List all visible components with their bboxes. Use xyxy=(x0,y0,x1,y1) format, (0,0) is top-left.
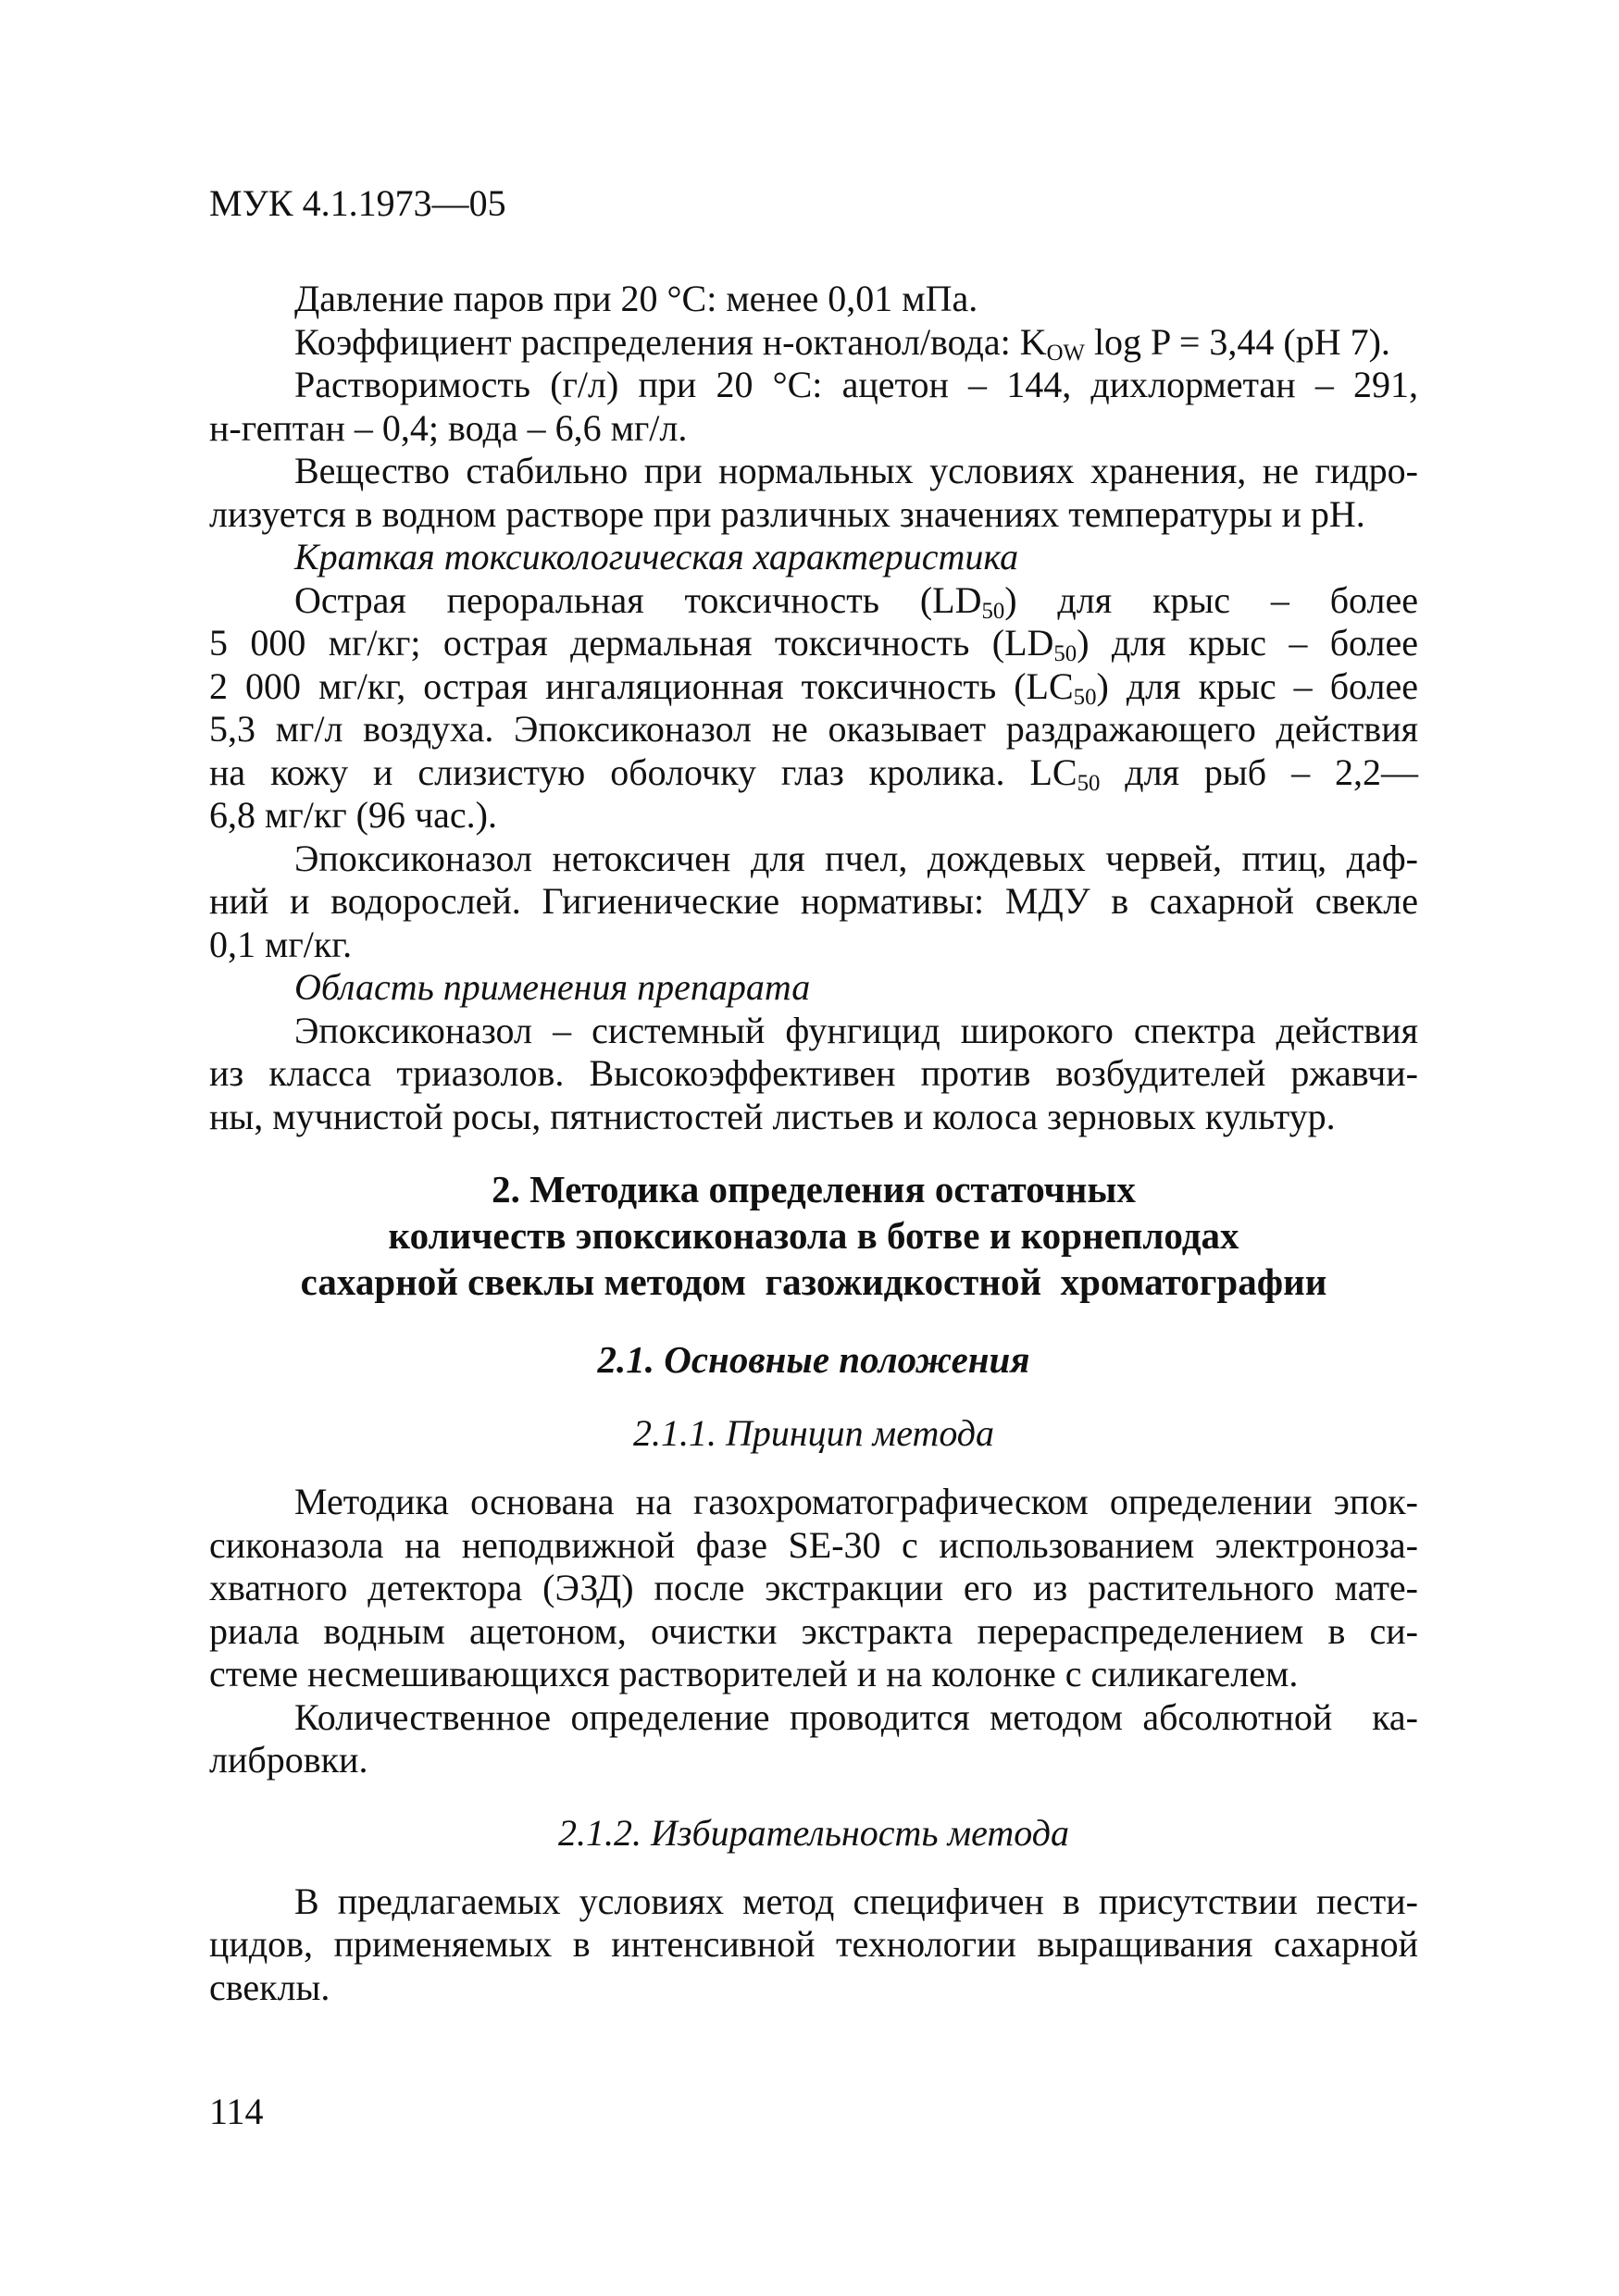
principle-line-5: стеме несмешивающихся растворителей и на колонке с силикагелем. xyxy=(209,1653,1299,1694)
partition-coefficient-text xyxy=(209,321,1418,365)
section-2-title-line-3: сахарной свеклы методом газожидкостной хроматографии xyxy=(300,1260,1327,1303)
vapor-pressure-text: Давление паров при 20 °С: менее 0,01 мПа. xyxy=(294,278,978,319)
toxicity-line-3 xyxy=(209,665,1418,709)
principle-line-1: Методика основана на газохроматографическом определении эпок- xyxy=(294,1481,1418,1522)
document-code: МУК 4.1.1973—05 xyxy=(209,182,506,224)
toxicity-paragraph xyxy=(209,579,1418,838)
section-2-title-line-2: количеств эпоксиконазола в ботве и корнеплодах xyxy=(388,1214,1239,1257)
toxicity-line-2 xyxy=(209,622,1418,665)
toxicology-heading: Краткая токсикологическая характеристика xyxy=(294,536,1019,577)
lc50-subscript: 50 xyxy=(1077,770,1101,796)
ld50-subscript: 50 xyxy=(1053,641,1077,667)
quantification-line-2: либровки. xyxy=(209,1739,368,1781)
lc50-subscript: 50 xyxy=(1073,684,1097,710)
application-line-2: из класса триазолов. Высокоэффективен против возбудителей ржавчи- xyxy=(209,1052,1418,1094)
application-line-3: ны, мучнистой росы, пятнистостей листьев и колоса зерновых культур. xyxy=(209,1095,1336,1137)
page-content xyxy=(209,278,1418,2009)
section-2-1-1-title: 2.1.1. Принцип метода xyxy=(632,1412,995,1454)
solubility-line-1: Растворимость (г/л) при 20 °С: ацетон – 144, дихлорметан – 291, xyxy=(294,364,1418,405)
section-2-1-title: 2.1. Основные положения xyxy=(597,1338,1030,1381)
toxicity-line-5 xyxy=(209,751,1418,795)
partition-subscript: OW xyxy=(1046,340,1085,366)
toxicity-line-5a: на кожу и слизистую оболочку глаз кролика. LC xyxy=(209,751,1077,793)
toxicity-line-1 xyxy=(294,579,1418,623)
ecotoxicity-line-3: 0,1 мг/кг. xyxy=(209,923,353,965)
application-paragraph xyxy=(209,1010,1418,1139)
toxicity-line-4: 5,3 мг/л воздуха. Эпоксиконазол не оказывает раздражающего действия xyxy=(209,708,1418,750)
page-number: 114 xyxy=(209,2091,264,2132)
principle-line-3: хватного детектора (ЭЗД) после экстракции его из растительного мате- xyxy=(209,1567,1418,1608)
toxicity-line-5b: для рыб – 2,2— xyxy=(1100,751,1418,793)
quantification-paragraph xyxy=(209,1696,1418,1782)
section-2-1-2-title: 2.1.2. Избирательность метода xyxy=(558,1811,1069,1854)
stability-line-2: лизуется в водном растворе при различных значениях температуры и рН. xyxy=(209,492,1365,535)
toxicity-line-2b: ) для крыс – более xyxy=(1077,622,1418,664)
principle-line-2: сиконазола на неподвижной фазе SE-30 с использованием электроноза- xyxy=(209,1523,1418,1566)
section-2-title xyxy=(209,1166,1418,1305)
partition-prefix: Коэффициент распределения н-октанол/вода: K xyxy=(294,320,1047,363)
partition-suffix: log P = 3,44 (рН 7). xyxy=(1084,320,1390,363)
selectivity-line-3: свеклы. xyxy=(209,1966,330,2008)
selectivity-line-2: цидов, применяемых в интенсивной технологии выращивания сахарной xyxy=(209,1923,1418,1965)
toxicity-line-2a: 5 000 мг/кг; острая дермальная токсичность (LD xyxy=(209,622,1054,664)
principle-paragraph xyxy=(209,1481,1418,1696)
toxicity-line-3a: 2 000 мг/кг, острая ингаляционная токсичность (LC xyxy=(209,664,1074,707)
toxicity-line-1a: Острая пероральная токсичность (LD xyxy=(294,578,982,621)
section-2-title-line-1: 2. Методика определения остаточных xyxy=(492,1168,1136,1210)
toxicity-line-3b: ) для крыс – более xyxy=(1096,664,1418,707)
solubility-paragraph xyxy=(209,364,1418,450)
ecotoxicity-paragraph xyxy=(209,838,1418,967)
ecotoxicity-line-1: Эпоксиконазол нетоксичен для пчел, дождевых червей, птиц, даф- xyxy=(294,837,1418,879)
ld50-subscript: 50 xyxy=(981,598,1005,624)
toxicity-line-6: 6,8 мг/кг (96 час.). xyxy=(209,794,497,836)
solubility-line-2: н-гептан – 0,4; вода – 6,6 мг/л. xyxy=(209,406,688,449)
application-heading: Область применения препарата xyxy=(294,966,811,1008)
selectivity-line-1: В предлагаемых условиях метод специфичен в присутствии пести- xyxy=(294,1880,1418,1922)
stability-line-1: Вещество стабильно при нормальных условиях хранения, не гидро- xyxy=(294,450,1418,491)
application-line-1: Эпоксиконазол – системный фунгицид широкого спектра действия xyxy=(294,1009,1418,1051)
selectivity-paragraph xyxy=(209,1880,1418,2010)
stability-paragraph xyxy=(209,450,1418,536)
quantification-line-1: Количественное определение проводится методом абсолютной ка- xyxy=(294,1695,1418,1738)
principle-line-4: риала водным ацетоном, очистки экстракта перераспределением в си- xyxy=(209,1609,1418,1652)
toxicity-line-1b: ) для крыс – более xyxy=(1004,578,1418,621)
ecotoxicity-line-2: ний и водорослей. Гигиенические нормативы: МДУ в сахарной свекле xyxy=(209,880,1418,922)
